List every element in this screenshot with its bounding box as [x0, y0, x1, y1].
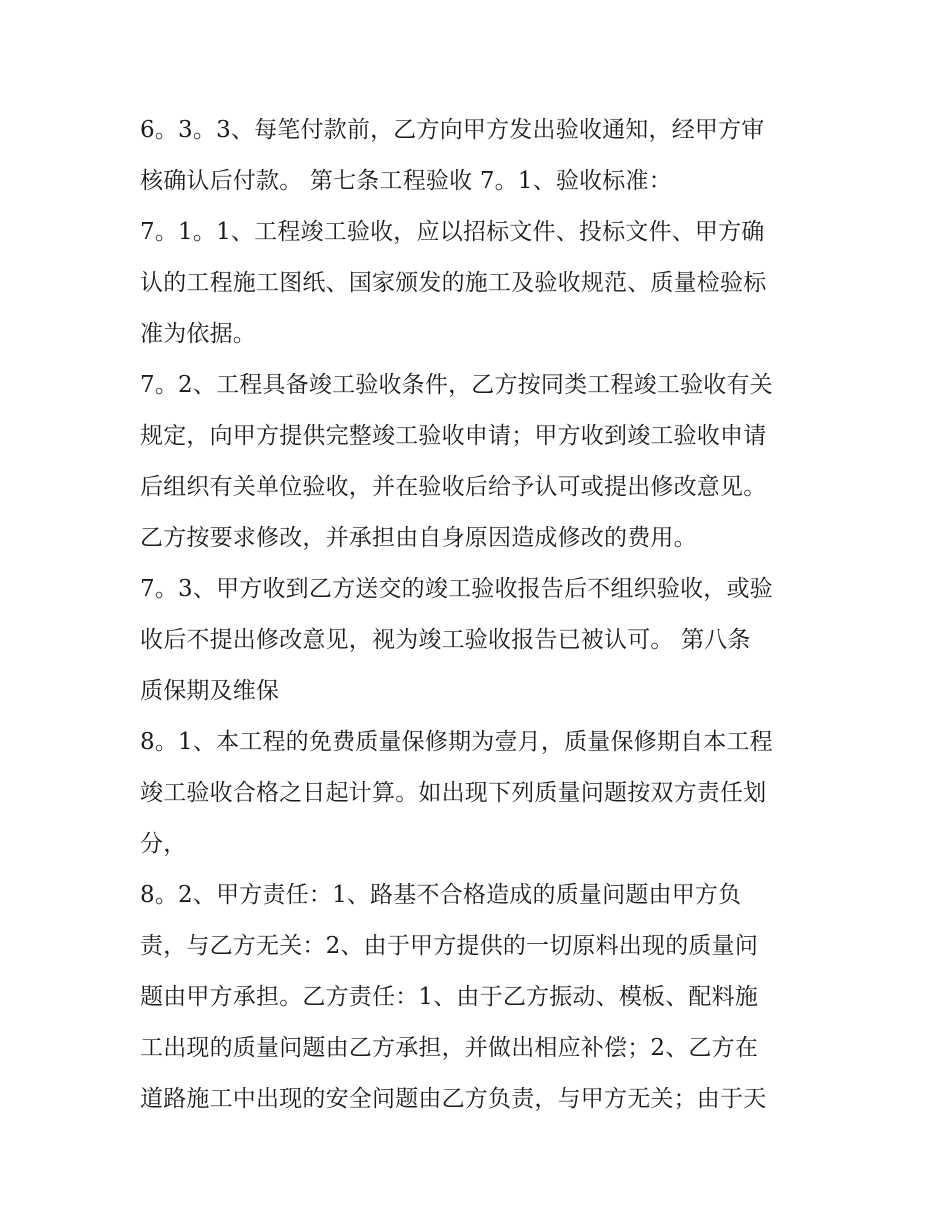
text-line: 收后不提出修改意见，视为竣工验收报告已被认可。 第八条 [140, 627, 751, 653]
text-line: 8。2、甲方责任：1、路基不合格造成的质量问题由甲方负 [140, 882, 742, 908]
text-line: 8。1、本工程的免费质量保修期为壹月，质量保修期自本工程 [140, 729, 773, 755]
text-line: 质保期及维保 [140, 678, 280, 704]
text-line: 核确认后付款。 第七条工程验收 7。1、验收标准： [140, 168, 672, 194]
text-line: 7。3、甲方收到乙方送交的竣工验收报告后不组织验收，或验 [140, 576, 773, 602]
text-line: 后组织有关单位验收，并在验收后给予认可或提出修改意见。 [140, 474, 767, 500]
text-line: 6。3。3、每笔付款前，乙方向甲方发出验收通知，经甲方审 [140, 117, 765, 143]
text-line: 分， [140, 831, 187, 857]
text-line: 道路施工中出现的安全问题由乙方负责，与甲方无关；由于天 [140, 1086, 767, 1112]
document-body [140, 105, 820, 1125]
text-line: 责，与乙方无关：2、由于甲方提供的一切原料出现的质量问 [140, 933, 759, 959]
text-line: 7。1。1、工程竣工验收，应以招标文件、投标文件、甲方确 [140, 219, 765, 245]
text-line: 规定，向甲方提供完整竣工验收申请；甲方收到竣工验收申请 [140, 423, 767, 449]
text-line: 乙方按要求修改，并承担由自身原因造成修改的费用。 [140, 525, 697, 551]
text-line: 准为依据。 [140, 321, 256, 347]
text-line: 工出现的质量问题由乙方承担，并做出相应补偿；2、乙方在 [140, 1035, 759, 1061]
text-line: 题由甲方承担。乙方责任：1、由于乙方振动、模板、配料施 [140, 984, 759, 1010]
text-line: 认的工程施工图纸、国家颁发的施工及验收规范、质量检验标 [140, 270, 767, 296]
text-line: 竣工验收合格之日起计算。如出现下列质量问题按双方责任划 [140, 780, 767, 806]
text-line: 7。2、工程具备竣工验收条件，乙方按同类工程竣工验收有关 [140, 372, 773, 398]
